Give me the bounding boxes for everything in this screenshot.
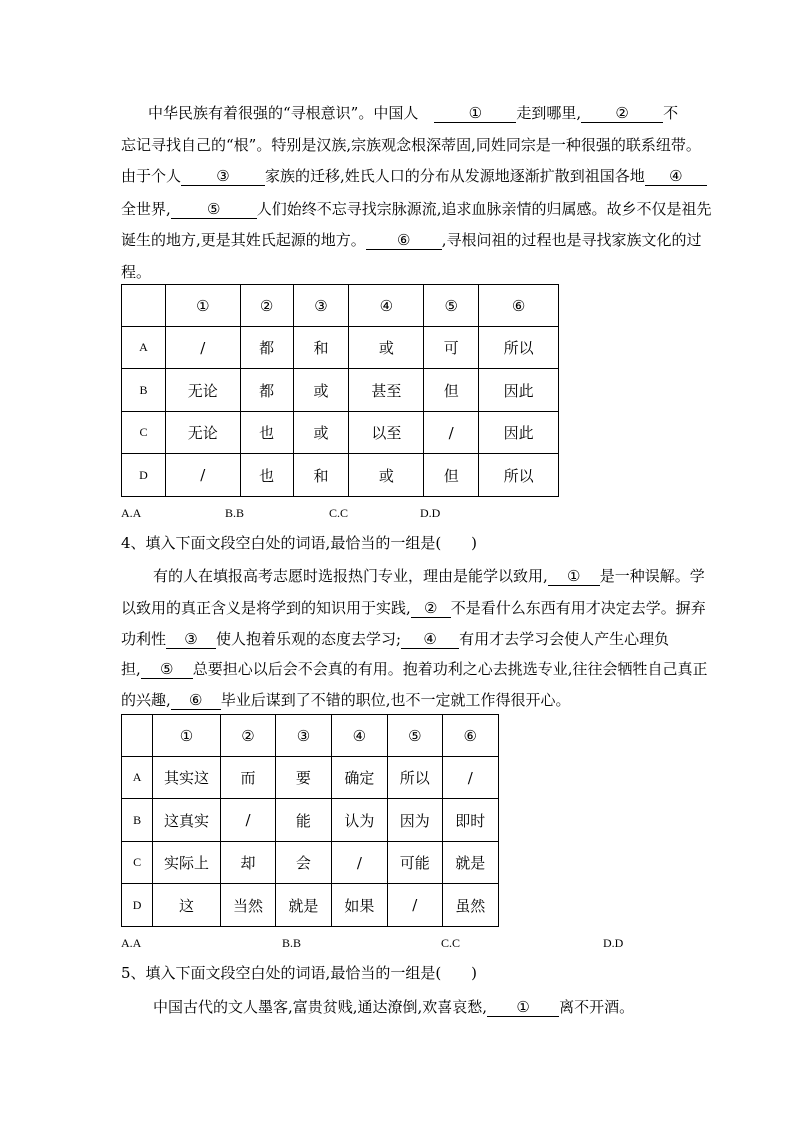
blank-3: ③ (166, 630, 216, 649)
table-cell: 因为 (388, 799, 442, 842)
q4-question: 4、填入下面文段空白处的词语,最恰当的一组是( ) (121, 534, 478, 552)
passage-text: 由于个人 (121, 167, 182, 185)
table-cell: / (442, 757, 499, 799)
table-cell: / (220, 799, 275, 842)
passage-text: 功利性 (121, 630, 167, 648)
table-row (122, 369, 559, 412)
table-cell: 以至 (349, 412, 424, 454)
table-cell: 会 (276, 842, 331, 884)
passage-text: 不是看什么东西有用才决定去学。摒弃 (450, 599, 706, 617)
q3-passage-line-4 (121, 199, 712, 219)
passage-text: 毕业后谋到了不错的职位,也不一定就工作得很开心。 (220, 691, 571, 709)
q3-passage-line-2 (121, 135, 701, 155)
blank-2: ② (581, 104, 663, 123)
q4-options-table (121, 714, 499, 927)
table-cell: 因此 (479, 412, 559, 454)
blank-4: ④ (645, 167, 707, 186)
choice-b[interactable]: B.B (282, 936, 302, 950)
passage-text: 有的人在填报高考志愿时选报热门专业，理由是能学以致用, (153, 567, 548, 585)
table-cell: 确定 (331, 757, 387, 799)
table-cell: 所以 (479, 327, 559, 369)
table-cell: 或 (349, 454, 424, 497)
table-cell: 也 (240, 454, 293, 497)
table-cell: 这 (153, 884, 221, 927)
row-label: A (122, 327, 166, 369)
table-cell: 就是 (276, 884, 331, 927)
passage-text: 总要担心以后会不会真的有用。抱着功利之心去挑选专业,往往会牺牲自己真正 (192, 660, 708, 678)
passage-text: 以致用的真正含义是将学到的知识用于实践, (121, 599, 411, 617)
q3-passage-line-6 (121, 262, 151, 282)
table-header-row (122, 715, 499, 757)
row-label: B (122, 369, 166, 412)
table-header-cell: ⑤ (424, 285, 479, 327)
table-cell: 这真实 (153, 799, 221, 842)
blank-6: ⑥ (171, 691, 221, 710)
passage-text: 不 (663, 104, 679, 122)
passage-text: 有用才去学习会使人产生心理负 (459, 630, 670, 648)
table-cell: / (388, 884, 442, 927)
choice-d[interactable]: D.D (603, 936, 624, 950)
blank-1: ① (434, 104, 516, 123)
passage-text: 是一种误解。学 (599, 567, 705, 585)
table-cell: 认为 (331, 799, 387, 842)
row-label: D (122, 454, 166, 497)
table-row (122, 327, 559, 369)
table-cell: 可能 (388, 842, 442, 884)
choice-a[interactable]: A.A (121, 936, 142, 950)
blank-2: ② (411, 599, 451, 618)
table-cell: 可 (424, 327, 479, 369)
table-corner-cell (122, 285, 166, 327)
row-label: D (122, 884, 153, 927)
blank-5: ⑤ (141, 660, 193, 679)
table-cell: 而 (220, 757, 275, 799)
row-label: C (122, 412, 166, 454)
passage-text: 离不开酒。 (559, 998, 635, 1016)
table-row (122, 757, 499, 799)
table-corner-cell (122, 715, 153, 757)
table-row (122, 842, 499, 884)
table-cell: 或 (293, 412, 349, 454)
table-cell: 和 (293, 454, 349, 497)
table-header-cell: ③ (293, 285, 349, 327)
table-row (122, 884, 499, 927)
table-header-cell: ⑤ (388, 715, 442, 757)
table-header-row (122, 285, 559, 327)
table-cell: 如果 (331, 884, 387, 927)
q4-passage-line-2 (121, 598, 706, 618)
q4-passage-line-4 (121, 659, 708, 679)
choice-a[interactable]: A.A (121, 506, 142, 520)
blank-6: ⑥ (366, 231, 442, 250)
table-header-cell: ② (220, 715, 275, 757)
table-cell: 都 (240, 327, 293, 369)
passage-text: 中国古代的文人墨客,富贵贫贱,通达潦倒,欢喜哀愁, (153, 998, 488, 1016)
choice-b[interactable]: B.B (225, 506, 245, 520)
table-cell: 或 (293, 369, 349, 412)
table-header-cell: ⑥ (479, 285, 559, 327)
q3-passage-line-5 (121, 230, 702, 250)
table-cell: 甚至 (349, 369, 424, 412)
table-cell: 无论 (165, 369, 240, 412)
table-cell: / (165, 454, 240, 497)
passage-text: 中华民族有着很强的“寻根意识”。中国人 (148, 104, 419, 122)
table-cell: 其实这 (153, 757, 221, 799)
table-cell: 都 (240, 369, 293, 412)
passage-text: 的兴趣, (121, 691, 171, 709)
passage-text: 诞生的地方,更是其姓氏起源的地方。 (121, 231, 366, 249)
q5-passage-line-1 (153, 997, 634, 1017)
q3-passage-line-1 (148, 103, 678, 123)
table-cell: 无论 (165, 412, 240, 454)
table-header-cell: ② (240, 285, 293, 327)
choice-d[interactable]: D.D (420, 506, 441, 520)
choice-c[interactable]: C.C (329, 506, 349, 520)
passage-text: ,寻根问祖的过程也是寻找家族文化的过 (441, 231, 702, 249)
passage-text: 忘记寻找自己的“根”。特别是汉族,宗族观念根深蒂固,同姓同宗是一种很强的联系纽带。 (121, 136, 701, 154)
q3-options-table (121, 284, 559, 497)
table-cell: 能 (276, 799, 331, 842)
passage-text: 程。 (121, 263, 152, 281)
blank-1: ① (487, 998, 559, 1017)
table-cell: 却 (220, 842, 275, 884)
table-header-cell: ⑥ (442, 715, 499, 757)
table-cell: 所以 (479, 454, 559, 497)
blank-1: ① (548, 567, 600, 586)
table-cell: 即时 (442, 799, 499, 842)
table-cell: 但 (424, 369, 479, 412)
q4-passage-line-3 (121, 629, 669, 649)
q4-passage-line-5 (121, 690, 571, 710)
table-cell: 虽然 (442, 884, 499, 927)
table-row (122, 799, 499, 842)
table-cell: 因此 (479, 369, 559, 412)
table-row (122, 412, 559, 454)
passage-text: 担, (121, 660, 141, 678)
q5-question: 5、填入下面文段空白处的词语,最恰当的一组是( ) (121, 964, 478, 982)
table-row (122, 454, 559, 497)
table-cell: / (165, 327, 240, 369)
table-cell: / (424, 412, 479, 454)
row-label: A (122, 757, 153, 799)
row-label: C (122, 842, 153, 884)
table-header-cell: ④ (349, 285, 424, 327)
passage-text: 走到哪里, (516, 104, 582, 122)
row-label: B (122, 799, 153, 842)
passage-text: 家族的迁移,姓氏人口的分布从发源地逐渐扩散到祖国各地 (265, 167, 645, 185)
passage-text: 使人抱着乐观的态度去学习; (216, 630, 402, 648)
table-cell: 要 (276, 757, 331, 799)
table-cell: 或 (349, 327, 424, 369)
table-header-cell: ④ (331, 715, 387, 757)
blank-3: ③ (181, 167, 265, 186)
table-cell: 当然 (220, 884, 275, 927)
blank-5: ⑤ (171, 200, 257, 219)
table-cell: 但 (424, 454, 479, 497)
choice-c[interactable]: C.C (441, 936, 461, 950)
passage-text: 人们始终不忘寻找宗脉源流,追求血脉亲情的归属感。故乡不仅是祖先 (256, 200, 712, 218)
table-cell: / (331, 842, 387, 884)
table-cell: 所以 (388, 757, 442, 799)
table-cell: 和 (293, 327, 349, 369)
q4-passage-line-1 (153, 566, 705, 586)
q3-passage-line-3 (121, 166, 707, 186)
table-cell: 就是 (442, 842, 499, 884)
blank-4: ④ (401, 630, 459, 649)
passage-text: 全世界, (121, 200, 171, 218)
table-header-cell: ③ (276, 715, 331, 757)
table-cell: 也 (240, 412, 293, 454)
table-cell: 实际上 (153, 842, 221, 884)
table-header-cell: ① (165, 285, 240, 327)
table-header-cell: ① (153, 715, 221, 757)
